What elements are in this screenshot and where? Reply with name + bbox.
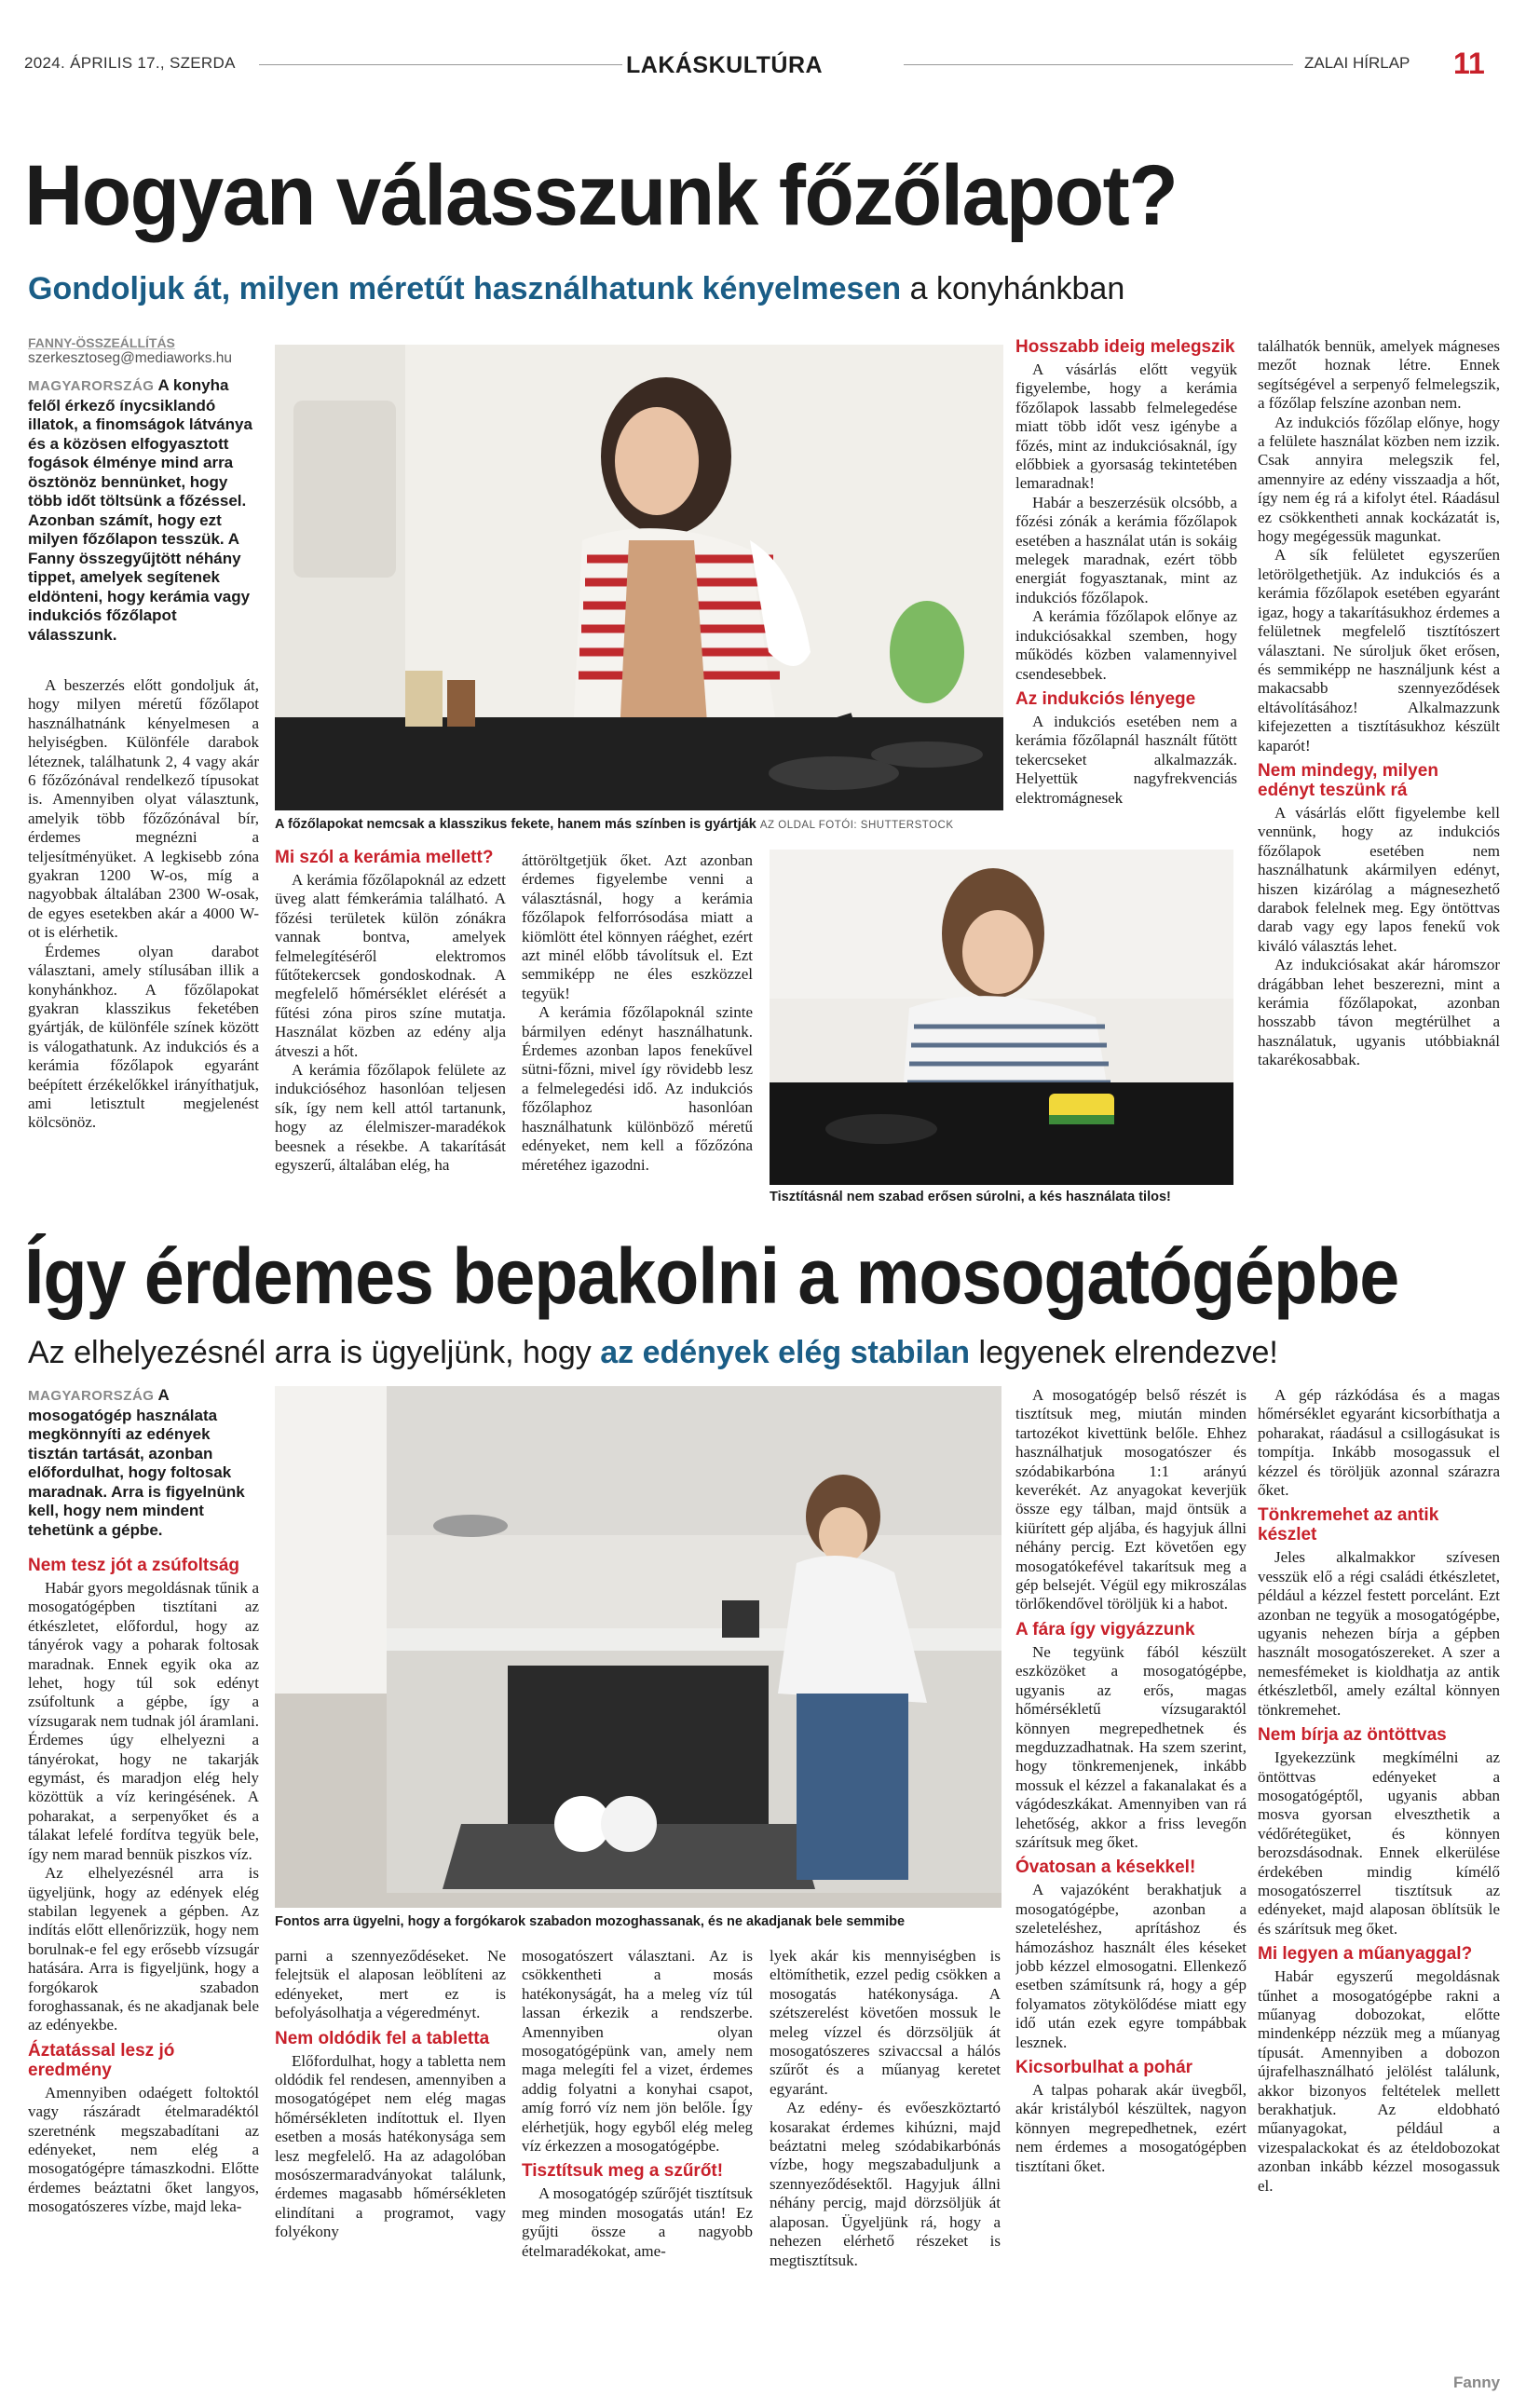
photo-dishwasher <box>275 1386 1001 1908</box>
subhead-kes: Óvatosan a késekkel! <box>1015 1857 1196 1878</box>
subhead-ontottvas: Nem bírja az öntöttvas <box>1258 1725 1447 1746</box>
paragraph: Igyekezzünk megkímélni az öntöttvas edényeket a mosogatógéptől, ugyanis abban mosva gyorsan elveszthetik a védőrétegüket, és könnyen berozsdásodnak. Ennek elkerülése érdekében mindig kímélő mosogatószerrel tisztítsuk az edényeket, majd alaposan öblítsük le és szárítsuk meg őket. <box>1258 1748 1500 1938</box>
paragraph: A sík felületet egyszerűen letörölgethetjük. Az indukciós és a kerámia főzőlapok esetében egyaránt igaz, hogy a takarításukhoz érdemes a felületnek megfelelő tisztítószert választani. Ne súroljuk őket erősen, és semmiképp ne használjunk kést a makacsabb szennyeződések eltávolításához! Alkalmazzunk kifejezetten a tisztításukhoz készült kaparót! <box>1258 546 1500 755</box>
subhead-muanyag: Mi legyen a műanyaggal? <box>1258 1944 1473 1965</box>
photo-cooking-illustration <box>275 345 1003 810</box>
article1-col2 <box>275 848 506 1211</box>
author-signature: Fanny <box>1453 2374 1501 2391</box>
article1-col4 <box>1015 337 1237 838</box>
paragraph: Az indukciósakat akár háromszor drágábban lehet beszerezni, mint a kerámia főzőlapokat, azonban hosszabb távon megtérülhet a használatuk, ugyanis utóbbiaknál takarékosabbak. <box>1258 956 1500 1069</box>
byline-email: szerkesztoseg@mediaworks.hu <box>28 350 233 366</box>
header-rule-right <box>904 64 1293 65</box>
paragraph: Ne tegyünk fából készült eszközöket a mosogatógépbe, ugyanis az erős, magas hőmérsékletű vízsugaraktól könnyen megrepedhetnek és megduzzadhatnak. Ha szem szerint, hogy tönkremenjenek, inkább mossuk el kézzel a fakanalakat és a vágódeszkákat. Amennyiben van rá lehetőség, akkor a friss levegőn szárítsuk meg őket. <box>1015 1642 1247 1851</box>
paragraph: Az indukciós főzőlap előnye, hogy a felülete használat közben nem izzik. Csak annyira melegszik fel, amennyire az edény visszaadja a hőt, így nem ég rá a kifolyt étel. Ráadásul ez csökkentheti annak kockázatát is, hogy megégessük magunkat. <box>1258 413 1500 546</box>
paper-name: ZALAI HÍRLAP <box>1304 54 1410 72</box>
article2-col3 <box>522 1947 753 2375</box>
article1-col3 <box>522 851 753 1213</box>
paragraph: Az elhelyezésnél arra is ügyeljünk, hogy az edények elég stabilan legyenek a gépben. Az indítás előtt ellenőrizzük, hogy nem borulnak-e fel egy erősebb vízsugár hatására. Arra is figyeljünk, hogy a forgókarok szabadon foroghassanak, és ne akadjanak bele az edényekbe. <box>28 1864 259 2034</box>
paragraph: Jeles alkalmakkor szívesen vesszük elő a régi családi étkészletet, például a kézzel festett porcelánt. Ezt azonban ne tegyük a mosogatógépbe, ugyanis nehezen bírja a gépben használt mosogatószereket. A szer a nemesfémeket is kioldhatja az antik étkészletből, amely ezáltal könnyen tönkremehet. <box>1258 1548 1500 1719</box>
subhead-szuro: Tisztítsuk meg a szűrőt! <box>522 2161 724 2182</box>
subhead-indukcio: Az indukciós lényege <box>1015 688 1196 709</box>
article1-title: Hogyan válasszunk főzőlapot? <box>24 148 1178 243</box>
subhead-tabletta: Nem oldódik fel a tabletta <box>275 2028 490 2048</box>
header-date: 2024. ÁPRILIS 17., SZERDA <box>24 54 236 72</box>
byline: FANNY-ÖSSZEÁLLÍTÁS <box>28 335 175 350</box>
article2-lead <box>28 1386 259 1546</box>
page-number: 11 <box>1453 47 1485 80</box>
article1-col1-body <box>28 676 259 1235</box>
paragraph: A indukciós esetében nem a kerámia főzőlapnál használt fűtött tekercseket alkalmazzák. Helyettük nagyfrekvenciás elektromágnesek <box>1015 712 1237 807</box>
article2-col2 <box>275 1947 506 2375</box>
subhead-zsufolt: Nem tesz jót a zsúfoltság <box>28 1556 239 1575</box>
paragraph: A vásárlás előtt figyelembe kell vennünk, hogy az indukciós főzőlapok esetében nem használhatunk akármilyen edényt, hiszen kizárólag a mágnesezhető darabok felelnek meg. Egy öntöttvas darab vagy egy lapos fenekű vok kiváló választás lehet. <box>1258 803 1500 955</box>
subhead-fa: A fára így vigyázzunk <box>1015 1619 1195 1639</box>
article2-col1-body <box>28 1556 259 2408</box>
paragraph: A vajazóként berakhatjuk a mosogatógépbe, azonban a szeleteléshez, aprításhoz és hámozáshoz használt éles késeket jobb kézzel elmosogatni. Ellenkező esetben számítsunk rá, hogy a gép folyamatos zötykölődése miatt egy idő után ezek egyre tompábbak lesznek. <box>1015 1881 1247 2051</box>
photo2-caption: Tisztításnál nem szabad erősen súrolni, a kés használata tilos! <box>770 1190 1171 1204</box>
location-tag: MAGYARORSZÁG <box>28 1388 155 1404</box>
article2-col5 <box>1015 1386 1247 2383</box>
paragraph: találhatók bennük, amelyek mágneses mezőt hoznak létre. Ennek segítségével a serpenyő felmelegszik, a főzőlap felszíne azonban nem. <box>1258 337 1500 413</box>
paragraph: Előfordulhat, hogy a tabletta nem oldódik fel rendesen, amennyiben a mosogatógépet nem elég magas hőmérsékleten indítottuk el. Ilyen esetben a mosás hatékonysága sem lesz megfelelő. Ha az adagolóban mosószermaradványokat találunk, érdemes magasabb hőmérsékleten elindítani a programot, vagy folyékony <box>275 2051 506 2241</box>
paragraph: A kerámia főzőlapoknál szinte bármilyen edényt használhatunk. Érdemes azonban lapos fenekűvel sütni-főzni, mivel így rövidebb lesz a felmelegedési idő. Az indukciós főzőlaphoz hasonlóan használhatunk különböző méretű edényeket, nem kell a főzőzóna méretéhez igazodni. <box>522 1003 753 1174</box>
location-tag: MAGYARORSZÁG <box>28 378 155 394</box>
article2-col4 <box>770 1947 1001 2375</box>
article2-lead-text: A mosogatógép használata megkönnyíti az edények tisztán tartását, azonban előfordulhat, hogy foltosak maradnak. Arra is figyelnünk kell, hogy nem mindent tehetünk a gépbe. <box>28 1386 245 1539</box>
paragraph: Érdemes olyan darabot választani, amely stílusában illik a konyhánkhoz. A főzőlapokat gyakran klasszikus feketében gyártják, de különféle színek között is válogathatunk. Az indukciós és a kerámia főzőlapok egyaránt beépített érzékelőkkel irányíthatjuk, ami letisztult megjelenést kölcsönöz. <box>28 942 259 1132</box>
article2-title: Így érdemes bepakolni a mosogatógépbe <box>24 1232 1399 1320</box>
paragraph: mosogatószert választani. Az is csökkentheti a mosás hatékonyságát, ha a meleg víz túl lassan érkezik a rendszerbe. Amennyiben olyan mosogatógépünk van, amely nem maga melegíti fel a vizet, érdemes addig folyatni a konyhai csapot, amíg forró víz nem jön belőle. Így elérhetjük, hogy egyből elég meleg víz érkezzen a mosogatógépbe. <box>522 1947 753 2156</box>
subhead-pohar: Kicsorbulhat a pohár <box>1015 2058 1193 2077</box>
photo-credit: AZ OLDAL FOTÓI: SHUTTERSTOCK <box>759 820 954 831</box>
paragraph: lyek akár kis mennyiségben is eltömíthetik, ezzel pedig csökken a mosogatás hatékonysága. A szétszerelést követően mossuk le meleg vízzel és dörzsöljük át mosogatószeres szivaccsal a hálós szűrőt és a műanyag keretet egyaránt. <box>770 1947 1001 2098</box>
paragraph: A beszerzés előtt gondoljuk át, hogy milyen méretű főzőlapot használhatnánk kényelmesen a helyiségben. Különféle darabok léteznek, találhatunk 2, 4 vagy akár 6 főzőzónával rendelkező típusokat is. Amennyiben olyat választunk, amelyik több főzőzónával bír, érdemes megnézni a teljesítményüket. A legkisebb zóna gyakran 1200 W-os, míg a nagyobbak általában 2300 W-osak, de egyes esetekben akár a 4000 W-ot is elérhetik. <box>28 676 259 942</box>
paragraph: A mosogatógép belső részét is tisztítsuk meg, miután minden tartozékot kivettünk belőle. Ehhez használhatjuk mosogatószer és szódabikarbóna 1:1 arányú keverékét. Az anyagokat keverjük össze egy tálban, majd öntsük a kiürített gép aljába, és hagyjuk állni néhány percig. Ezt követően egy mosogatókefével takarítsuk meg a gép belsejét. Végül egy mikroszálas törlőkendővel töröljük ki a habot. <box>1015 1386 1247 1613</box>
article2-subtitle <box>28 1334 1278 1371</box>
photo-dishwasher-illustration <box>275 1386 1001 1908</box>
article2-col6 <box>1258 1386 1500 2374</box>
paragraph: áttöröltgetjük őket. Azt azonban érdemes figyelembe venni a választásnál, hogy a kerámia főzőlapok felforrósodása miatt a kiömlött étel könnyen ráéghet, ezért azt minél előbb távolítsuk el. Ezt semmiképp ne éles eszközzel tegyük! <box>522 851 753 1002</box>
article1-col1 <box>28 335 259 1235</box>
paragraph: Habár a beszerzésük olcsóbb, a főzési zónák a kerámia főzőlapok esetében a használat után is sokáig melegek maradnak, ezért több energiát fogyasztanak, mint az indukciós főzőlapok. <box>1015 493 1237 606</box>
paragraph: Amennyiben odaégett foltoktól vagy rászáradt ételmaradéktól szeretnénk megszabadítani az edényeket, nem elég a mosogatógépre támaszkodni. Előtte érdemes beáztatni őket langyos, mosogatószeres vízbe, majd leka- <box>28 2083 259 2216</box>
subhead-edeny: Nem mindegy, milyen edényt teszünk rá <box>1258 760 1438 800</box>
paragraph: A mosogatógép szűrőjét tisztítsuk meg minden mosogatás után! Ez gyűjti össze a nagyobb ételmaradékokat, ame- <box>522 2184 753 2260</box>
subhead-aztatas: Áztatással lesz jó eredmény <box>28 2040 175 2080</box>
article1-col5 <box>1258 337 1500 1220</box>
article2-subtitle-pre: Az elhelyezésnél arra is ügyeljünk, hogy <box>28 1335 601 1370</box>
article2-col1 <box>28 1386 259 2408</box>
header-rule-left <box>259 64 622 65</box>
paragraph: A kerámia főzőlapok előnye az indukciósakkal szemben, hogy működés közben valamennyivel csendesebbek. <box>1015 607 1237 683</box>
paragraph: A kerámia főzőlapok felülete az indukcióséhoz hasonlóan teljesen sík, így nem kell attól tartanunk, hogy az élelmiszer-maradékok beesnek a résekbe. A takarítását egyszerű, általában elég, ha <box>275 1061 506 1175</box>
paragraph: Habár gyors megoldásnak tűnik a mosogatógépben tisztítani az étkészletet, előfordul, hogy az tányérok vagy a poharak foltosak maradnak. Ennek egyik oka az lehet, hogy túl sok edényt zsúfoltunk a gépbe, így a vízsugarak nem tudnak jól áramlani. Érdemes úgy elhelyezni a tányérokat, hogy ne takarják egymást, és maradjon elég hely közöttük a víz keringésének. A poharakat, a serpenyőket és a tálakat lefelé fordítva tegyük bele, így nem marad bennük piszkos víz. <box>28 1579 259 1863</box>
article1-subtitle <box>28 270 1124 307</box>
photo1-caption-line <box>275 816 1003 834</box>
photo-cleaning-cooktop <box>770 850 1233 1185</box>
paragraph: A kerámia főzőlapoknál az edzett üveg alatt fémkerámia található. A főzési területek külön zónákra vannak bontva, amelyek felmelegítéséről elektromos fűtőtekercsek gondoskodnak. A megfelelő hőmérséklet elérését a fűtési zóna piros színe mutatja. Használat közben az edény alja átveszi a hőt. <box>275 871 506 1060</box>
paragraph: A vásárlás előtt vegyük figyelembe, hogy a kerámia főzőlapok lassabb felmelegedése miatt több időt vesz igénybe a főzés, mint az indukciósaknál, így előbbiek a gyorsaság tekintetében lemaradnak! <box>1015 361 1237 493</box>
paragraph: Habár egyszerű megoldásnak tűnhet a mosogatógépbe rakni a műanyag dobozokat, előtte mindenképp nézzük meg a műanyag típusát. Amennyiben a dobozon újrafelhasználható jelölést találunk, akkor bizonyos feltételek mellett berakhatjuk. Az eldobható műanyagokat, például a vizespalackokat és az ételdobozokat azonban inkább kézzel mosogassuk el. <box>1258 1967 1500 2195</box>
article1-lead-text: A konyha felől érkező ínycsiklandó illatok, a finomságok látványa és a közösen elfogyasztott fogások élménye mind arra ösztönöz bennünket, hogy több időt töltsünk a főzéssel. Azonban számít, hogy ezt milyen főzőlapon tesszük. A Fanny összegyűjtött néhány tippet, amelyek segítenek eldönteni, hogy kerámia vagy indukciós főzőlapot válasszunk. <box>28 376 252 644</box>
subhead-antik: Tönkremehet az antik készlet <box>1258 1505 1439 1545</box>
paragraph: A talpas poharak akár üvegből, akár kristályból készültek, nagyon könnyen megrepedhetnek, ezért nem érdemes a mosogatógépben tisztítani őket. <box>1015 2081 1247 2175</box>
photo-cleaning-illustration <box>770 850 1233 1185</box>
article1-subtitle-accent: Gondoljuk át, milyen méretűt használhatunk kényelmesen <box>28 271 902 306</box>
subhead-keramia: Mi szól a kerámia mellett? <box>275 848 494 867</box>
paragraph: A gép rázkódása és a magas hőmérséklet egyaránt kicsorbíthatja a poharakat, ráadásul a csillogásukat is tompítja. Inkább mosogassuk el kézzel és töröljük azonnal szárazra őket. <box>1258 1386 1500 1500</box>
photo3-caption: Fontos arra ügyelni, hogy a forgókarok szabadon mozoghassanak, és ne akadjanak bele semmibe <box>275 1914 906 1929</box>
section-title: LAKÁSKULTÚRA <box>626 52 824 78</box>
photo1-caption: A főzőlapokat nemcsak a klasszikus fekete, hanem más színben is gyártják <box>275 817 756 832</box>
article2-subtitle-accent: az edények elég stabilan <box>600 1335 971 1370</box>
subhead-melegszik: Hosszabb ideig melegszik <box>1015 337 1235 357</box>
article2-subtitle-post: legyenek elrendezve! <box>970 1335 1278 1370</box>
photo-cooking-woman <box>275 345 1003 810</box>
article1-subtitle-rest: a konyhánkban <box>901 271 1125 306</box>
article1-lead <box>28 376 259 665</box>
paragraph: Az edény- és evőeszköztartó kosarakat érdemes kihúzni, majd beáztatni meleg szódabikarbónás vízbe, hogy megszabaduljunk a szennyeződésektől. Hagyjuk állni néhány percig, majd dörzsöljük át alaposan. Ügyeljünk rá, hogy a nehezen elérhető részeket is megtisztítsuk. <box>770 2099 1001 2269</box>
paragraph: parni a szennyeződéseket. Ne felejtsük el alaposan leöblíteni az edényeket, mert ez is befolyásolhatja a végeredményt. <box>275 1947 506 2022</box>
